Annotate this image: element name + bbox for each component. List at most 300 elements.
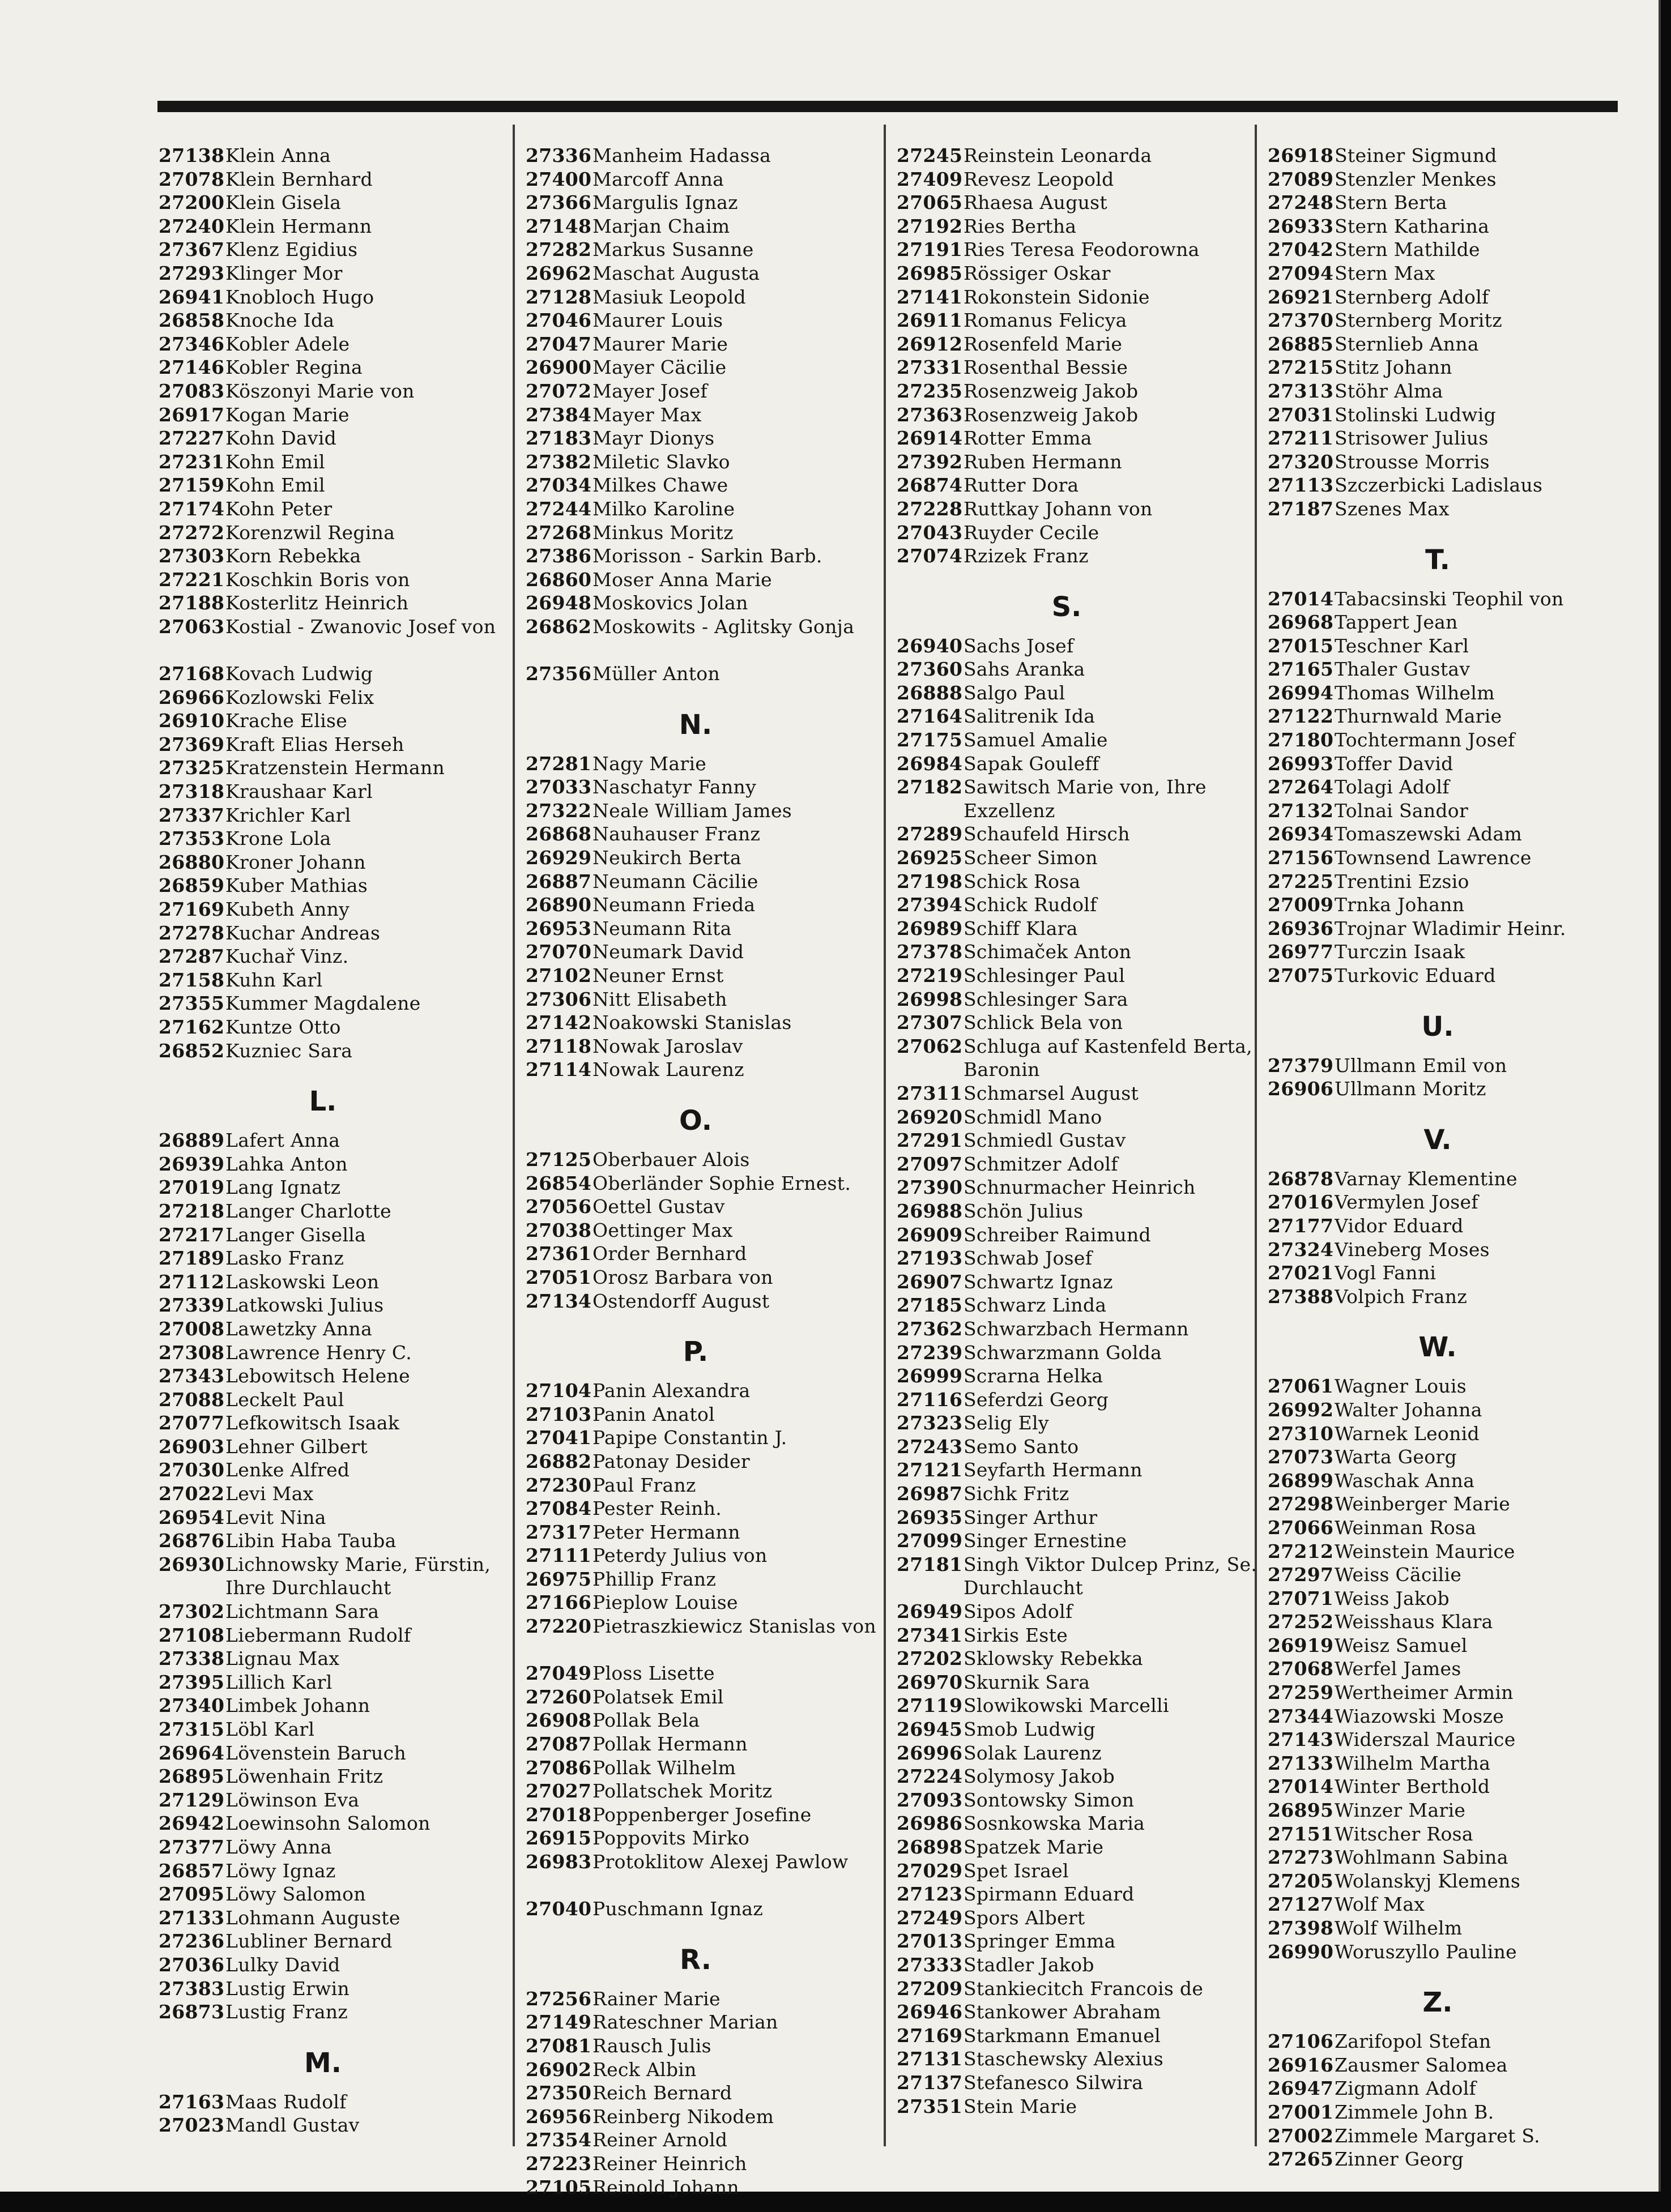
entry-name: Woruszyllo Pauline <box>1335 1940 1517 1963</box>
entry-number: 26970 <box>897 1671 963 1693</box>
entry-name: Müller Anton <box>592 663 721 685</box>
list-item <box>159 1176 510 1199</box>
entry-number: 27248 <box>1268 191 1334 214</box>
entry-name: Kuntze Otto <box>225 1015 341 1038</box>
entry-name: Libin Haba Tauba <box>225 1530 397 1552</box>
list-item <box>526 988 888 1011</box>
entry-number: 27021 <box>1268 1262 1334 1284</box>
entry-number: 26987 <box>897 1483 963 1505</box>
entry-name: Löwy Anna <box>225 1835 332 1858</box>
list-item <box>526 1426 888 1450</box>
entry-number: 27297 <box>1268 1564 1334 1586</box>
list-item <box>526 893 888 917</box>
entry-number: 27189 <box>159 1247 225 1270</box>
entry-name: Teschner Karl <box>1335 634 1469 657</box>
entry-number: 27259 <box>1268 1681 1334 1704</box>
entry-number: 26858 <box>159 309 225 332</box>
entry-number: 27223 <box>526 2152 592 2175</box>
section-spacer <box>1268 1101 1630 1113</box>
list-column-2 <box>526 144 888 2199</box>
entry-number: 27243 <box>897 1435 963 1458</box>
entry-number: 26935 <box>897 1506 963 1528</box>
entry-name: Sichk Fritz <box>964 1483 1069 1505</box>
list-item <box>526 615 888 662</box>
entry-name: Maurer Marie <box>592 332 728 355</box>
entry-name: Kuchar Andreas <box>225 921 381 944</box>
list-item <box>897 1411 1259 1435</box>
entry-number: 27014 <box>1268 587 1334 610</box>
entry-number: 27159 <box>159 474 225 497</box>
entry-name: Rössiger Oskar <box>964 262 1111 284</box>
entry-name: Winter Berthold <box>1335 1775 1490 1798</box>
list-item <box>897 1199 1259 1223</box>
entry-number: 26880 <box>159 851 225 873</box>
entry-name: Marcoff Anna <box>592 168 724 190</box>
list-item <box>526 1035 888 1058</box>
entry-name: Wolanskyj Klemens <box>1335 1869 1521 1892</box>
list-item <box>159 1482 510 1506</box>
entry-number: 27104 <box>526 1380 592 1402</box>
list-item <box>897 544 1259 568</box>
entry-number: 27182 <box>897 776 963 798</box>
list-column-1 <box>159 144 510 2137</box>
entry-name: Zausmer Salomea <box>1335 2053 1508 2076</box>
entry-name: Sklowsky Rebekka <box>964 1647 1143 1670</box>
entry-number: 27315 <box>159 1718 225 1740</box>
list-item <box>526 497 888 521</box>
entry-number: 27036 <box>159 1953 225 1976</box>
entry-number: 27318 <box>159 780 225 803</box>
entry-name: Latkowski Julius <box>225 1294 384 1317</box>
entry-number: 27221 <box>159 568 225 591</box>
entry-name: Korn Rebekka <box>225 545 361 567</box>
list-item <box>526 1195 888 1219</box>
entry-name: Starkmann Emanuel <box>964 2024 1161 2047</box>
list-item <box>897 1082 1259 1105</box>
entry-number: 26942 <box>159 1812 225 1835</box>
entry-number: 26919 <box>1268 1634 1334 1656</box>
list-item <box>526 403 888 427</box>
list-item <box>1268 332 1630 356</box>
entry-number: 27164 <box>897 705 963 728</box>
list-item <box>1268 2100 1630 2124</box>
entry-number: 26947 <box>1268 2077 1334 2100</box>
entry-name: Kozlowski Felix <box>225 686 374 708</box>
entry-number: 26882 <box>526 1450 592 1472</box>
entry-number: 27106 <box>1268 2030 1334 2053</box>
list-item <box>159 1977 510 2001</box>
entry-name: Warnek Leonid <box>1335 1422 1480 1445</box>
list-item <box>897 285 1259 309</box>
entry-number: 27400 <box>526 168 592 190</box>
entry-name: Trojnar Wladimir Heinr. <box>1335 917 1566 940</box>
entry-number: 27191 <box>897 238 963 261</box>
entry-number: 27337 <box>159 804 225 826</box>
list-item <box>1268 1822 1630 1846</box>
entry-number: 27230 <box>526 1474 592 1496</box>
entry-number: 26873 <box>159 2001 225 2023</box>
list-item <box>897 1671 1259 1694</box>
list-item <box>526 752 888 776</box>
entry-name: Sternlieb Anna <box>1335 332 1479 355</box>
list-item <box>1268 1238 1630 1262</box>
entry-number: 27014 <box>1268 1775 1334 1798</box>
entry-name: Lichnowsky Marie, Fürstin, Ihre Durchlaucht <box>225 1553 491 1599</box>
entry-name: Stern Mathilde <box>1335 238 1480 261</box>
entry-number: 27220 <box>526 1615 592 1638</box>
entry-name: Weisshaus Klara <box>1335 1611 1493 1633</box>
entry-name: Solak Laurenz <box>964 1741 1102 1764</box>
entry-number: 27031 <box>1268 403 1334 426</box>
entry-name: Loewinsohn Salomon <box>225 1812 430 1835</box>
entry-number: 27344 <box>1268 1705 1334 1727</box>
list-item <box>159 1129 510 1152</box>
entry-name: Reiner Arnold <box>592 2129 728 2151</box>
list-item <box>897 1694 1259 1718</box>
entry-name: Schick Rosa <box>964 870 1081 893</box>
list-item <box>526 2034 888 2058</box>
entry-number: 27093 <box>897 1788 963 1811</box>
list-item <box>897 752 1259 776</box>
entry-name: Lang Ignatz <box>225 1176 341 1199</box>
list-item <box>526 356 888 379</box>
list-item <box>1268 1445 1630 1469</box>
entry-name: Strousse Morris <box>1335 450 1490 473</box>
entry-number: 27281 <box>526 752 592 775</box>
entry-number: 26854 <box>526 1172 592 1194</box>
entry-number: 27215 <box>1268 356 1334 379</box>
list-item <box>1268 728 1630 752</box>
entry-number: 27074 <box>897 545 963 567</box>
entry-name: Poppovits Mirko <box>592 1827 750 1850</box>
entry-number: 27278 <box>159 921 225 944</box>
entry-name: Maschat Augusta <box>592 262 760 284</box>
entry-number: 26902 <box>526 2058 592 2081</box>
entry-number: 27209 <box>897 1977 963 2000</box>
list-item <box>526 1497 888 1521</box>
entry-name: Krache Elise <box>225 710 348 732</box>
entry-name: Warta Georg <box>1335 1446 1457 1468</box>
entry-number: 27002 <box>1268 2124 1334 2147</box>
list-item <box>159 1671 510 1694</box>
entry-number: 27132 <box>1268 799 1334 822</box>
entry-number: 27081 <box>526 2034 592 2057</box>
entry-name: Lafert Anna <box>225 1129 340 1152</box>
entry-name: Wolf Wilhelm <box>1335 1917 1463 1939</box>
list-item <box>159 1458 510 1482</box>
list-item <box>897 988 1259 1011</box>
entry-number: 27149 <box>526 2011 592 2034</box>
entry-name: Mayr Dionys <box>592 427 715 450</box>
entry-name: Maurer Louis <box>592 309 723 332</box>
entry-number: 27394 <box>897 894 963 916</box>
entry-number: 26945 <box>897 1718 963 1740</box>
entry-name: Schwarz Linda <box>964 1294 1107 1317</box>
entry-name: Rotter Emma <box>964 427 1092 450</box>
entry-number: 27377 <box>159 1835 225 1858</box>
entry-number: 26986 <box>897 1812 963 1835</box>
list-item <box>897 1482 1259 1506</box>
list-item <box>159 733 510 757</box>
list-item <box>526 2105 888 2129</box>
list-item <box>897 1129 1259 1152</box>
list-item <box>897 728 1259 752</box>
entry-name: Schlesinger Paul <box>964 964 1126 987</box>
entry-number: 27265 <box>1268 2148 1334 2171</box>
entry-number: 27193 <box>897 1247 963 1270</box>
entry-number: 27119 <box>897 1694 963 1717</box>
entry-number: 27325 <box>159 757 225 779</box>
list-item <box>159 992 510 1015</box>
entry-number: 27143 <box>1268 1728 1334 1751</box>
entry-name: Leckelt Paul <box>225 1388 344 1411</box>
entry-name: Sosnkowska Maria <box>964 1812 1145 1835</box>
entry-number: 27244 <box>526 497 592 520</box>
list-item <box>897 1176 1259 1199</box>
entry-name: Klenz Egidius <box>225 238 358 261</box>
list-item <box>159 426 510 450</box>
list-item <box>159 804 510 827</box>
list-item <box>1268 2053 1630 2077</box>
entry-number: 27366 <box>526 191 592 214</box>
section-spacer <box>159 1062 510 1075</box>
list-item <box>526 1803 888 1827</box>
entry-name: Wagner Louis <box>1335 1375 1467 1398</box>
entry-name: Vineberg Moses <box>1335 1238 1490 1261</box>
entry-number: 27158 <box>159 968 225 991</box>
entry-number: 26993 <box>1268 752 1334 775</box>
list-item <box>1268 634 1630 658</box>
section-spacer <box>526 1082 888 1094</box>
entry-name: Noakowski Stanislas <box>592 1011 792 1034</box>
list-item <box>897 1835 1259 1859</box>
entry-number: 27338 <box>159 1647 225 1670</box>
list-item <box>1268 1681 1630 1705</box>
entry-name: Stenzler Menkes <box>1335 168 1497 190</box>
entry-name: Spatzek Marie <box>964 1835 1104 1858</box>
entry-number: 27224 <box>897 1765 963 1788</box>
entry-name: Lubliner Bernard <box>225 1930 393 1953</box>
entry-name: Schmitzer Adolf <box>964 1152 1118 1175</box>
entry-number: 26989 <box>897 917 963 940</box>
entry-name: Oberländer Sophie Ernest. <box>592 1172 851 1194</box>
entry-number: 27009 <box>1268 894 1334 916</box>
entry-name: Walter Johanna <box>1335 1398 1482 1421</box>
entry-number: 26977 <box>1268 941 1334 963</box>
entry-number: 26949 <box>897 1600 963 1623</box>
entry-name: Sternberg Adolf <box>1335 285 1489 308</box>
list-item <box>159 945 510 968</box>
list-item <box>1268 473 1630 497</box>
entry-name: Schmidl Mano <box>964 1105 1102 1128</box>
entry-name: Stankower Abraham <box>964 2001 1161 2023</box>
list-item <box>159 1388 510 1412</box>
entry-number: 27227 <box>159 427 225 450</box>
entry-number: 27083 <box>159 379 225 402</box>
entry-name: Kuchař Vinz. <box>225 945 349 968</box>
list-item <box>1268 1285 1630 1309</box>
entry-number: 27062 <box>897 1035 963 1057</box>
list-column-4 <box>1268 144 1630 2171</box>
list-item <box>159 1835 510 1859</box>
entry-name: Sahs Aranka <box>964 658 1085 681</box>
list-item <box>1268 2124 1630 2148</box>
entry-name: Widerszal Maurice <box>1335 1728 1516 1751</box>
entry-number: 27367 <box>159 238 225 261</box>
entry-number: 26860 <box>526 568 592 591</box>
entry-number: 27034 <box>526 474 592 497</box>
entry-name: Lignau Max <box>225 1647 340 1670</box>
entry-name: Nauhauser Franz <box>592 823 761 845</box>
entry-number: 26964 <box>159 1741 225 1764</box>
entry-name: Revesz Leopold <box>964 168 1114 190</box>
entry-number: 27013 <box>897 1930 963 1953</box>
entry-number: 26910 <box>159 710 225 732</box>
entry-number: 27239 <box>897 1341 963 1364</box>
list-item <box>526 568 888 592</box>
entry-number: 27041 <box>526 1427 592 1449</box>
entry-number: 27181 <box>897 1553 963 1575</box>
entry-name: Kraft Elias Herseh <box>225 733 404 755</box>
entry-name: Rainer Marie <box>592 1987 721 2010</box>
entry-number: 27354 <box>526 2129 592 2151</box>
list-item <box>1268 752 1630 776</box>
entry-number: 27340 <box>159 1694 225 1717</box>
entry-number: 27121 <box>897 1459 963 1481</box>
entry-name: Stöhr Alma <box>1335 379 1443 402</box>
list-item <box>1268 940 1630 964</box>
entry-name: Kuber Mathias <box>225 874 368 897</box>
entry-name: Schaufeld Hirsch <box>964 823 1130 845</box>
section-spacer <box>526 1921 888 1933</box>
list-item <box>159 1199 510 1223</box>
entry-number: 27240 <box>159 215 225 237</box>
section-spacer <box>159 2024 510 2036</box>
list-item <box>526 191 888 215</box>
entry-number: 27219 <box>897 964 963 987</box>
list-item <box>1268 1540 1630 1564</box>
entry-name: Pester Reinh. <box>592 1497 722 1520</box>
entry-name: Sachs Josef <box>964 634 1074 657</box>
entry-name: Tochtermann Josef <box>1335 729 1515 751</box>
entry-name: Scrarna Helka <box>964 1365 1103 1387</box>
list-item <box>526 846 888 870</box>
list-item <box>159 262 510 285</box>
entry-number: 27084 <box>526 1497 592 1520</box>
entry-name: Vermylen Josef <box>1335 1191 1478 1214</box>
entry-name: Salitrenik Ida <box>964 705 1095 728</box>
entry-name: Orosz Barbara von <box>592 1266 773 1288</box>
entry-name: Reich Bernard <box>592 2082 732 2104</box>
entry-name: Markus Susanne <box>592 238 754 261</box>
list-item <box>159 615 510 662</box>
list-item <box>897 473 1259 497</box>
entry-name: Klein Anna <box>225 144 331 166</box>
list-item <box>897 1035 1259 1082</box>
list-item <box>1268 1869 1630 1893</box>
entry-name: Oettel Gustav <box>592 1195 725 1218</box>
entry-name: Lahka Anton <box>225 1152 348 1175</box>
entry-name: Sipos Adolf <box>964 1600 1073 1623</box>
entry-name: Sawitsch Marie von, Ihre Exzellenz <box>964 776 1207 822</box>
list-item <box>526 544 888 568</box>
entry-number: 27111 <box>526 1544 592 1567</box>
list-item <box>897 1506 1259 1530</box>
entry-number: 27112 <box>159 1270 225 1293</box>
list-item <box>897 1458 1259 1482</box>
entry-number: 27289 <box>897 823 963 845</box>
entry-name: Schiff Klara <box>964 917 1078 940</box>
list-item <box>1268 775 1630 799</box>
list-item <box>159 2000 510 2024</box>
entry-number: 26899 <box>1268 1469 1334 1492</box>
entry-number: 27360 <box>897 658 963 681</box>
entry-name: Sternberg Moritz <box>1335 309 1502 332</box>
entry-name: Naschatyr Fanny <box>592 776 757 798</box>
entry-number: 27131 <box>897 2048 963 2070</box>
list-item <box>159 591 510 615</box>
entry-number: 27165 <box>1268 658 1334 681</box>
entry-name: Lawrence Henry C. <box>225 1341 412 1364</box>
entry-name: Stitz Johann <box>1335 356 1452 379</box>
entry-number: 27116 <box>897 1388 963 1411</box>
list-item <box>1268 426 1630 450</box>
entry-number: 26968 <box>1268 611 1334 634</box>
entry-number: 26862 <box>526 615 592 638</box>
list-item <box>1268 1214 1630 1238</box>
entry-name: Papipe Constantin J. <box>592 1427 787 1449</box>
list-item <box>159 191 510 215</box>
entry-number: 27122 <box>1268 705 1334 728</box>
entry-number: 26966 <box>159 686 225 708</box>
entry-number: 27362 <box>897 1317 963 1340</box>
entry-name: Ruttkay Johann von <box>964 497 1153 520</box>
list-item <box>159 473 510 497</box>
entry-number: 27046 <box>526 309 592 332</box>
list-item <box>526 1591 888 1615</box>
section-spacer <box>897 568 1259 580</box>
list-item <box>897 1270 1259 1294</box>
entry-name: Reinberg Nikodem <box>592 2105 774 2128</box>
entry-number: 27383 <box>159 1977 225 2000</box>
list-item <box>526 1450 888 1474</box>
list-item <box>526 168 888 191</box>
list-item <box>897 1765 1259 1788</box>
entry-name: Scheer Simon <box>964 847 1098 869</box>
entry-name: Strisower Julius <box>1335 427 1489 450</box>
entry-name: Kohn Emil <box>225 474 325 497</box>
entry-name: Romanus Felicya <box>964 309 1127 332</box>
list-item <box>159 1882 510 1906</box>
list-item <box>526 822 888 846</box>
section-letter-heading: O. <box>679 1104 712 1137</box>
list-item <box>159 1624 510 1647</box>
entry-number: 27156 <box>1268 847 1334 869</box>
entry-name: Weinberger Marie <box>1335 1493 1511 1515</box>
list-item <box>897 1741 1259 1765</box>
entry-name: Lohmann Auguste <box>225 1906 400 1929</box>
entry-number: 27293 <box>159 262 225 284</box>
entry-name: Tolagi Adolf <box>1335 776 1450 798</box>
entry-name: Spirmann Eduard <box>964 1883 1135 1906</box>
entry-number: 26956 <box>526 2105 592 2128</box>
entry-name: Pollak Hermann <box>592 1733 748 1756</box>
list-item <box>159 1788 510 1812</box>
entry-number: 27386 <box>526 545 592 567</box>
entry-number: 26876 <box>159 1530 225 1552</box>
entry-number: 27384 <box>526 403 592 426</box>
list-item <box>1268 870 1630 894</box>
